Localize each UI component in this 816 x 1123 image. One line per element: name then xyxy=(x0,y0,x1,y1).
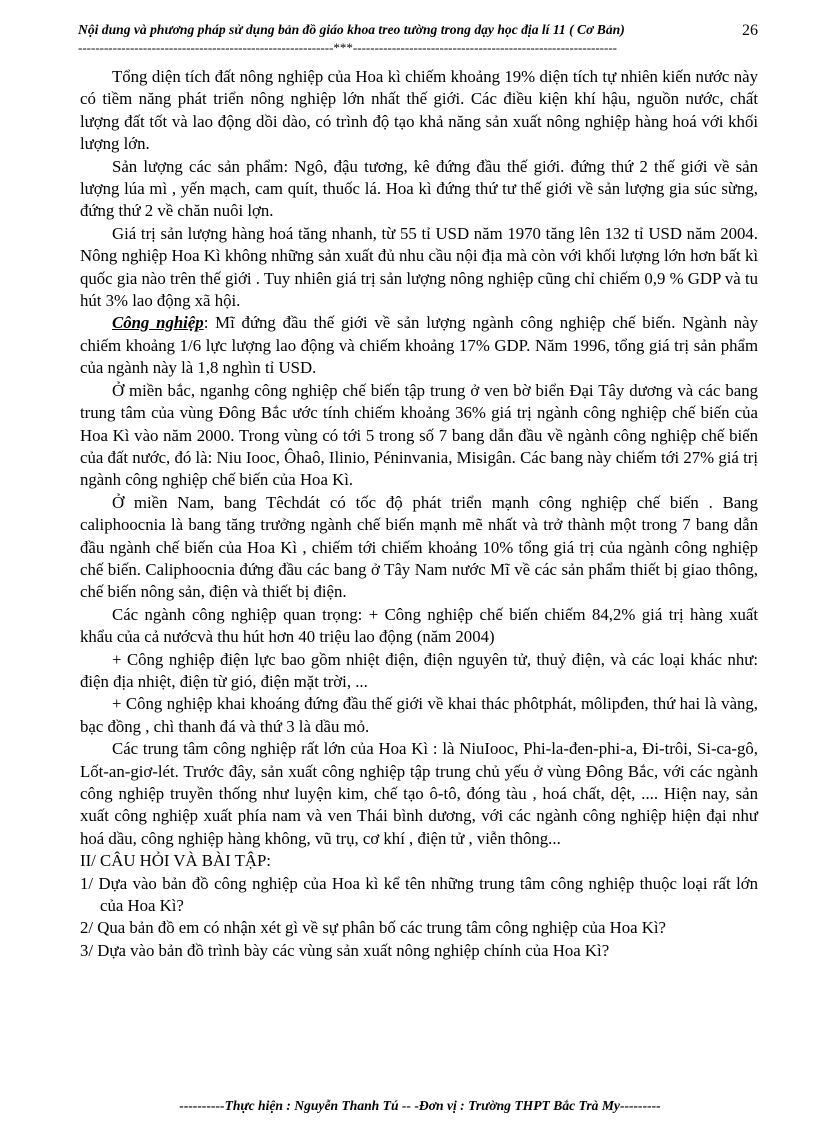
page-number: 26 xyxy=(742,22,758,39)
industry-heading: Công nghiệp xyxy=(112,313,204,333)
paragraph-agriculture-value: Giá trị sản lượng hàng hoá tăng nhanh, từ 55 tỉ USD năm 1970 tăng lên 132 tỉ USD năm 2004. Nông nghiệp Hoa Kì không những sản xuất đủ nhu cầu nội địa mà còn với khối lượng lớn hơn bất kì quốc gia nào trên thế giới . Tuy nhiên giá trị sản lượng nông nghiệp cũng chỉ chiếm 0,9 % GDP và tu hút 3% lao động xã hội. xyxy=(80,223,758,311)
paragraph-key-industries: Các ngành công nghiệp quan trọng: + Công nghiệp chế biến chiếm 84,2% giá trị hàng xuất khẩu của cả nướcvà thu hút hơn 40 triệu lao động (năm 2004) xyxy=(80,604,758,647)
paragraph-agriculture-area: Tổng diện tích đất nông nghiệp của Hoa kì chiếm khoảng 19% diện tích tự nhiên kiến nước này có tiềm năng phát triển nông nghiệp lớn nhất thế giới. Các điều kiện khí hậu, nguồn nước, chất lượng đất tốt và lao động dồi dào, có trình độ tạo khả năng sản xuất nông nghiệp hàng hoá với khối lượng lớn. xyxy=(80,67,758,154)
paragraph-south: Ở miền Nam, bang Têchdát có tốc độ phát triển mạnh công nghiệp chế biến . Bang caliphoocnia là bang tăng trưởng ngành chế biến mạnh mẽ nhất và trở thành một trong 7 bang dẫn đầu ngành chế biến của Hoa Kì , chiếm tới chiếm khoảng 10% tổng giá trị của ngành công nghiệp chế biến. Caliphoocnia đứng đầu các bang ở Tây Nam nước Mĩ về các sản phẩm thiết bị giao thông, chế biến nông sản, điện và thiết bị điện. xyxy=(80,492,758,602)
questions-heading: II/ CÂU HỎI VÀ BÀI TẬP: xyxy=(80,851,271,871)
paragraph-industrial-centers: Các trung tâm công nghiệp rất lớn của Hoa Kì : là NiuIooc, Phi-la-đen-phi-a, Đi-trôi, Si-ca-gô, Lốt-an-giơ-lét. Trước đây, sản xuất công nghiệp tập trung chủ yếu ở vùng Đông Bắc, với các ngành công nghiệp truyền thống như luyện kim, chế tạo ô-tô, đóng tàu , hoá chất, dệt, .... Hiện nay, sản xuất công nghiệp xuất phía nam và ven Thái bình dương, với các ngành công nghiệp hiện đại như hoá dầu, công nghiệp hàng không, vũ trụ, cơ khí , điện tử , viễn thông... xyxy=(80,739,758,848)
main-content xyxy=(80,66,758,962)
paragraph-agriculture-products: Sản lượng các sản phẩm: Ngô, đậu tương, kê đứng đầu thế giới. đứng thứ 2 thế giới về sản lượng lúa mì , yến mạch, cam quít, thuốc lá. Hoa kì đứng thứ tư thế giới về sản lượng gia súc sừng, đứng thứ 2 về chăn nuôi lợn. xyxy=(80,156,758,221)
industry-text: : Mĩ đứng đầu thế giới về sản lượng ngành công nghiệp chế biến. Ngành này chiếm khoảng 1/6 lực lượng lao động và chiếm khoảng 17% GDP. Năm 1996, tổng giá trị sản phẩm của ngành này là 1,8 nghìn tỉ USD. xyxy=(80,313,758,378)
paragraph-north: Ở miền bắc, nganhg công nghiệp chế biến tập trung ở ven bờ biển Đại Tây dương và các bang trung tâm của vùng Đông Bắc ước tính chiếm khoảng 36% giá trị ngành công nghiệp chế biến của Hoa Kì vào năm 2000. Trong vùng có tới 5 trong số 7 bang dẫn đầu về ngành công nghiệp chế biến của đất nước, đó là: Niu Iooc, Ôhaô, Ilinio, Péninvania, Misigân. Các bang này chiếm tới 27% giá trị ngành công nghiệp chế biến của Hoa Kì. xyxy=(80,380,758,490)
page-header xyxy=(78,22,778,55)
paragraph-industry xyxy=(80,312,758,379)
question-1 xyxy=(80,873,758,918)
question-2: 2/ Qua bản đồ em có nhận xét gì về sự phân bố các trung tâm công nghiệp của Hoa Kì? xyxy=(80,918,667,938)
header-rule: -----------------------------------------------------------***------------------------------------------------------------- xyxy=(78,40,617,55)
question-3: 3/ Dựa vào bản đồ trình bày các vùng sản xuất nông nghiệp chính của Hoa Kì? xyxy=(80,940,610,960)
header-title: Nội dung và phương pháp sử dụng bản đồ giáo khoa treo tường trong dạy học địa lí 11 ( Cơ Bản) xyxy=(78,22,625,37)
question-1-text: 1/ Dựa vào bản đồ công nghiệp của Hoa kì kể tên những trung tâm công nghiệp thuộc loại rất lớn của Hoa Kì? xyxy=(80,873,758,916)
paragraph-power-industry: + Công nghiệp điện lực bao gồm nhiệt điện, điện nguyên tử, thuỷ điện, và các loại khác như: điện địa nhiệt, điện từ gió, điện mặt trời, ... xyxy=(80,649,758,691)
page-footer: ----------Thực hiện : Nguyễn Thanh Tú -- -Đơn vị : Trường THPT Bắc Trà My--------- xyxy=(179,1098,661,1113)
paragraph-mining-industry: + Công nghiệp khai khoáng đứng đầu thế giới về khai thác phôtphát, môlipđen, thứ hai là vàng, bạc đồng , chì thanh đá và thứ 3 là dầu mỏ. xyxy=(80,694,758,736)
